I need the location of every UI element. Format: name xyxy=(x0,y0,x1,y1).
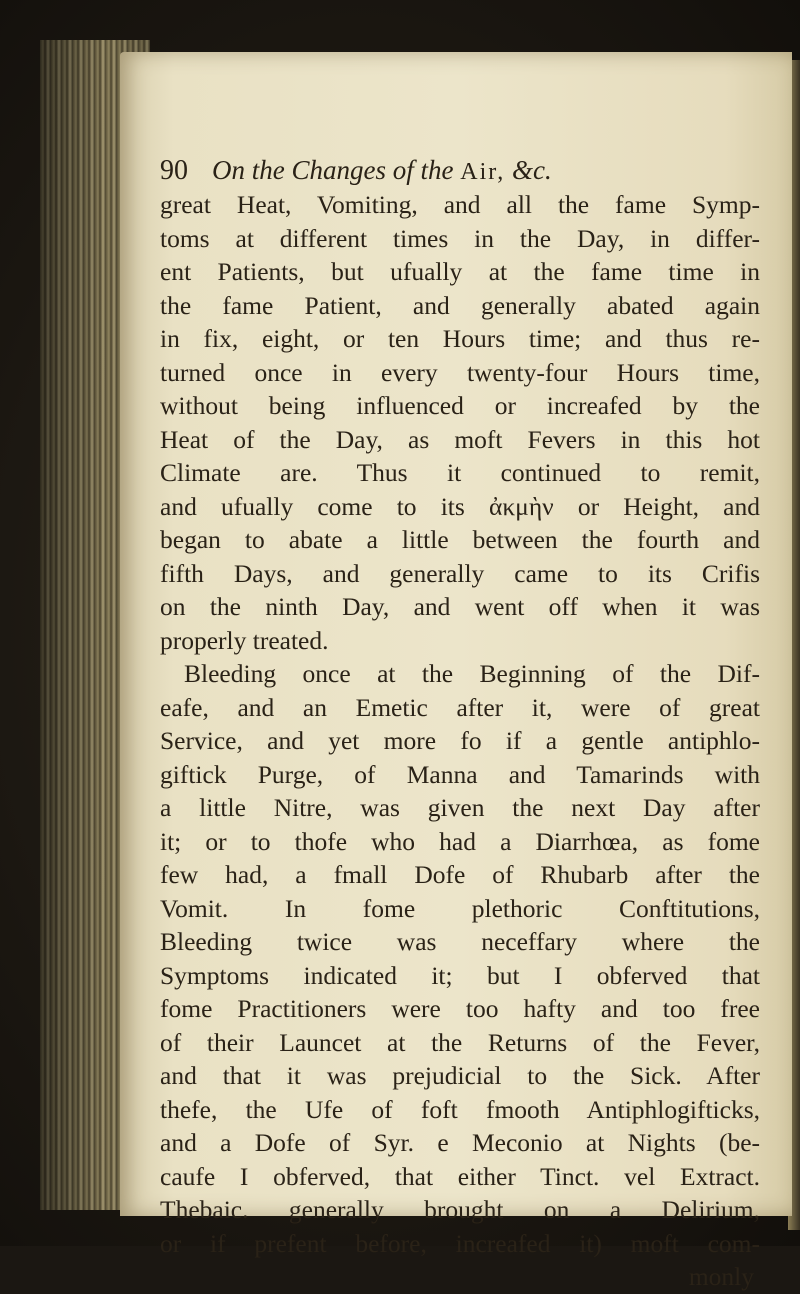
text-line: Symptoms indicated it; but I obferved that xyxy=(160,960,760,990)
text-line: eafe, and an Emetic after it, were of great xyxy=(160,692,760,722)
text-line: Thebaic. generally brought on a Delirium, xyxy=(160,1195,760,1224)
text-line: began to abate a little between the fourth and xyxy=(160,525,760,554)
page-number: 90 xyxy=(160,155,188,186)
text-line: properly treated. xyxy=(160,625,329,655)
text-line: Climate are. Thus it continued to remit, xyxy=(160,458,760,487)
text-line: few had, a fmall Dofe of Rhubarb after the xyxy=(160,860,760,889)
text-line: great Heat, Vomiting, and all the fame Symp- xyxy=(160,190,760,219)
text-line: it; or to thofe who had a Diarrhœa, as fome xyxy=(160,826,760,856)
text-line: Bleeding twice was neceffary where the xyxy=(160,927,760,956)
text-line: Bleeding once at the Beginning of the Dif- xyxy=(184,659,760,688)
text-line: a little Nitre, was given the next Day after xyxy=(160,793,760,822)
running-title-text: On the Changes of the xyxy=(212,155,454,185)
text-line: Vomit. In fome plethoric Conftitutions, xyxy=(160,893,760,923)
text-line: fifth Days, and generally came to its Crifis xyxy=(160,558,760,588)
text-line: caufe I obferved, that either Tinct. vel Extract. xyxy=(160,1161,760,1191)
text-line: of their Launcet at the Returns of the Fever, xyxy=(160,1027,760,1057)
text-line: Service, and yet more fo if a gentle antiphlo- xyxy=(160,726,760,755)
text-line: toms at different times in the Day, in differ- xyxy=(160,223,760,253)
text-line: and ufually come to its ἀκμὴν or Height, and xyxy=(160,491,760,521)
text-line: turned once in every twenty-four Hours time, xyxy=(160,357,760,387)
running-title-end: &c. xyxy=(512,155,552,185)
text-line: Heat of the Day, as moft Fevers in this hot xyxy=(160,424,760,454)
text-line: the fame Patient, and generally abated again xyxy=(160,290,760,320)
catchword: monly xyxy=(688,1262,754,1291)
text-line: or if prefent before, increafed it) moft com- xyxy=(160,1228,760,1258)
running-title xyxy=(212,152,552,190)
text-line: thefe, the Ufe of foft fmooth Antiphlogifticks, xyxy=(160,1094,760,1124)
running-title-caps: Air, xyxy=(460,159,506,185)
text-line: on the ninth Day, and went off when it was xyxy=(160,592,760,621)
text-line: and that it was prejudicial to the Sick. After xyxy=(160,1061,760,1090)
page-text xyxy=(160,152,760,1294)
running-header xyxy=(160,152,760,188)
text-line: and a Dofe of Syr. e Meconio at Nights (be- xyxy=(160,1128,760,1157)
text-line: giftick Purge, of Manna and Tamarinds with xyxy=(160,759,760,789)
text-line: fome Practitioners were too hafty and too free xyxy=(160,994,760,1023)
text-line: ent Patients, but ufually at the fame time in xyxy=(160,257,760,286)
text-line: without being influenced or increafed by the xyxy=(160,391,760,420)
text-line: in fix, eight, or ten Hours time; and thus re- xyxy=(160,324,760,353)
